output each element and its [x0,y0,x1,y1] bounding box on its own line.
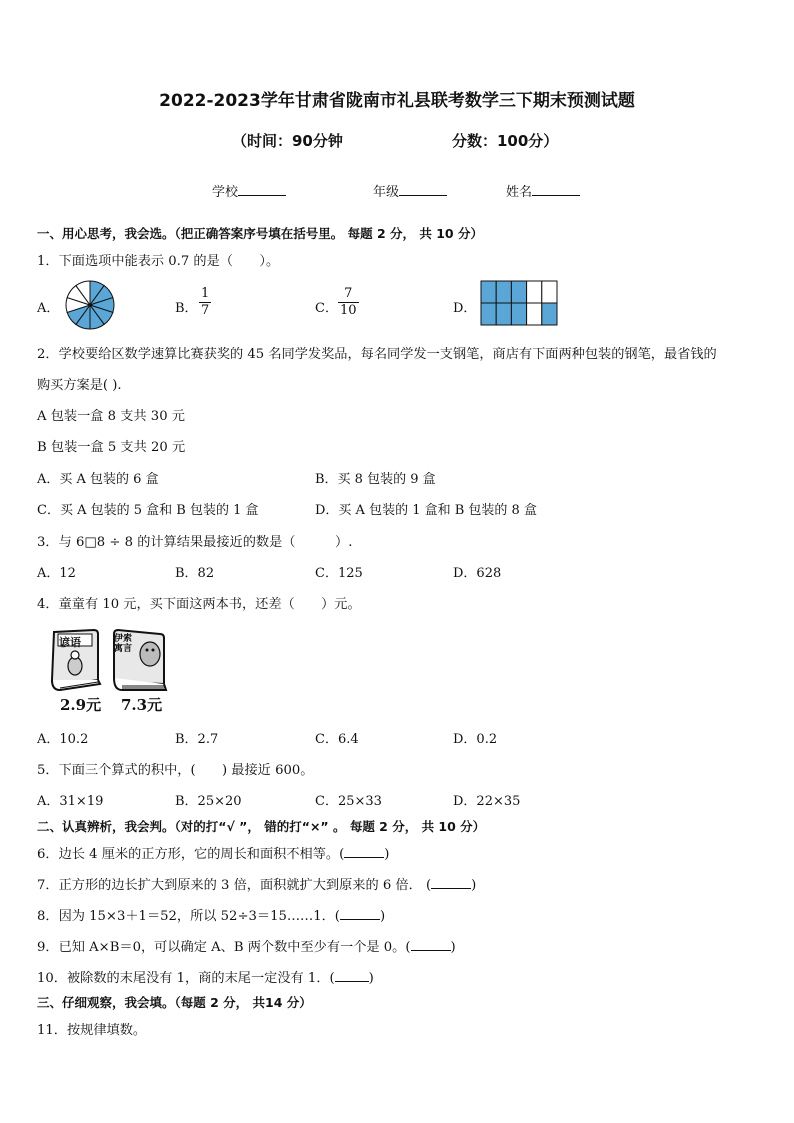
q1-option-d-label: D． [453,301,477,316]
frac-b-numerator: 1 [201,286,210,301]
q8-text: 8．因为 15×3＋1＝52，所以 52÷3＝15……1．( [37,909,340,924]
q10-item [37,967,374,986]
q5-option-c: C．25×33 [315,794,382,809]
exam-score: 分数：100分） [452,132,559,150]
q8-close: ) [379,909,386,924]
q4-option-b: B．2.7 [175,732,219,747]
section-3-heading: 三、仔细观察，我会填。（每题 2 分， 共14 分） [37,995,312,1010]
q2-option-a: A．买 A 包装的 6 盒 [37,472,159,487]
section-2-heading: 二、认真辨析，我会判。（对的打“√ ”， 错的打“×” 。 每题 2 分， 共 10 分） [37,819,486,834]
pie-chart-icon [64,279,116,331]
q7-close: ) [471,878,477,893]
q11-stem: 11．按规律填数。 [37,1023,147,1038]
q4-option-a: A．10.2 [37,732,89,747]
q1-option-b-label: B． [175,301,198,316]
q1-option-c-label: C． [315,301,338,316]
q5-stem: 5．下面三个算式的积中，( ) 最接近 600。 [37,763,314,778]
q8-answer-blank[interactable] [340,907,380,920]
q5-option-b: B．25×20 [175,794,242,809]
q10-answer-blank[interactable] [335,969,369,982]
q6-item [37,843,389,862]
q2-pack-b: B 包装一盒 5 支共 20 元 [37,440,186,455]
book1-price: 2.9元 [60,696,102,714]
q6-answer-blank[interactable] [344,845,384,858]
name-field [506,181,580,200]
q9-close: ) [450,940,456,955]
frac-c-numerator: 7 [338,286,359,303]
q1-option-b-fraction [199,286,211,319]
q4-option-d: D．0.2 [453,732,498,747]
q2-stem-line1: 2．学校要给区数学速算比赛获奖的 45 名同学发奖品，每名同学发一支钢笔，商店有下面两种包装的钢笔，最省钱的 [37,347,717,362]
q7-text: 7．正方形的边长扩大到原来的 3 倍，面积就扩大到原来的 6 倍． ( [37,878,432,893]
frac-b-denominator: 7 [201,303,210,318]
grade-blank[interactable] [399,183,447,196]
name-label: 姓名 [506,185,533,200]
frac-c-denominator: 10 [340,303,357,318]
q2-option-d: D．买 A 包装的 1 盒和 B 包装的 8 盒 [315,503,537,518]
grid-fraction-icon [480,280,558,326]
school-field [212,181,286,200]
q1-option-c-fraction [338,286,359,319]
grade-field [373,181,447,200]
name-blank[interactable] [532,183,580,196]
q8-item [37,905,385,924]
book2-title: 伊索寓言 [114,634,133,654]
q4-option-c: C．6.4 [315,732,359,747]
q9-item [37,936,456,955]
q2-option-b: B．买 8 包装的 9 盒 [315,472,436,487]
q1-stem: 1．下面选项中能表示 0.7 的是（ ）。 [37,254,280,269]
q7-answer-blank[interactable] [431,876,471,889]
grade-label: 年级 [373,185,400,200]
q2-pack-a: A 包装一盒 8 支共 30 元 [37,409,185,424]
q10-text: 10．被除数的末尾没有 1，商的末尾一定没有 1．( [37,971,335,986]
book1-title: 谚语 [59,636,81,649]
q3-option-c: C．125 [315,566,363,581]
q1-option-a-label: A． [37,301,60,316]
page-title: 2022-2023学年甘肃省陇南市礼县联考数学三下期末预测试题 [159,91,635,111]
q3-option-a: A．12 [37,566,76,581]
q5-option-a: A．31×19 [37,794,104,809]
q3-option-d: D．628 [453,566,502,581]
book2-price: 7.3元 [121,696,163,714]
q6-text: 6．边长 4 厘米的正方形，它的周长和面积不相等。( [37,847,345,862]
q3-stem: 3．与 6□8 ÷ 8 的计算结果最接近的数是（ ）. [37,535,353,550]
q9-text: 9．已知 A×B＝0，可以确定 A、B 两个数中至少有一个是 0。( [37,940,411,955]
school-blank[interactable] [238,183,286,196]
q10-close: ) [368,971,374,986]
exam-time: （时间：90分钟 [232,132,343,150]
q6-close: ) [384,847,390,862]
q4-stem: 4．童童有 10 元，买下面这两本书，还差（ ）元。 [37,597,361,612]
school-label: 学校 [212,185,239,200]
q2-option-c: C．买 A 包装的 5 盒和 B 包装的 1 盒 [37,503,259,518]
q2-stem-line2: 购买方案是( ). [37,378,122,393]
q7-item [37,874,476,893]
q3-option-b: B．82 [175,566,215,581]
section-1-heading: 一、用心思考，我会选。（把正确答案序号填在括号里。 每题 2 分， 共 10 分） [37,226,483,241]
q9-answer-blank[interactable] [411,938,451,951]
q5-option-d: D．22×35 [453,794,521,809]
